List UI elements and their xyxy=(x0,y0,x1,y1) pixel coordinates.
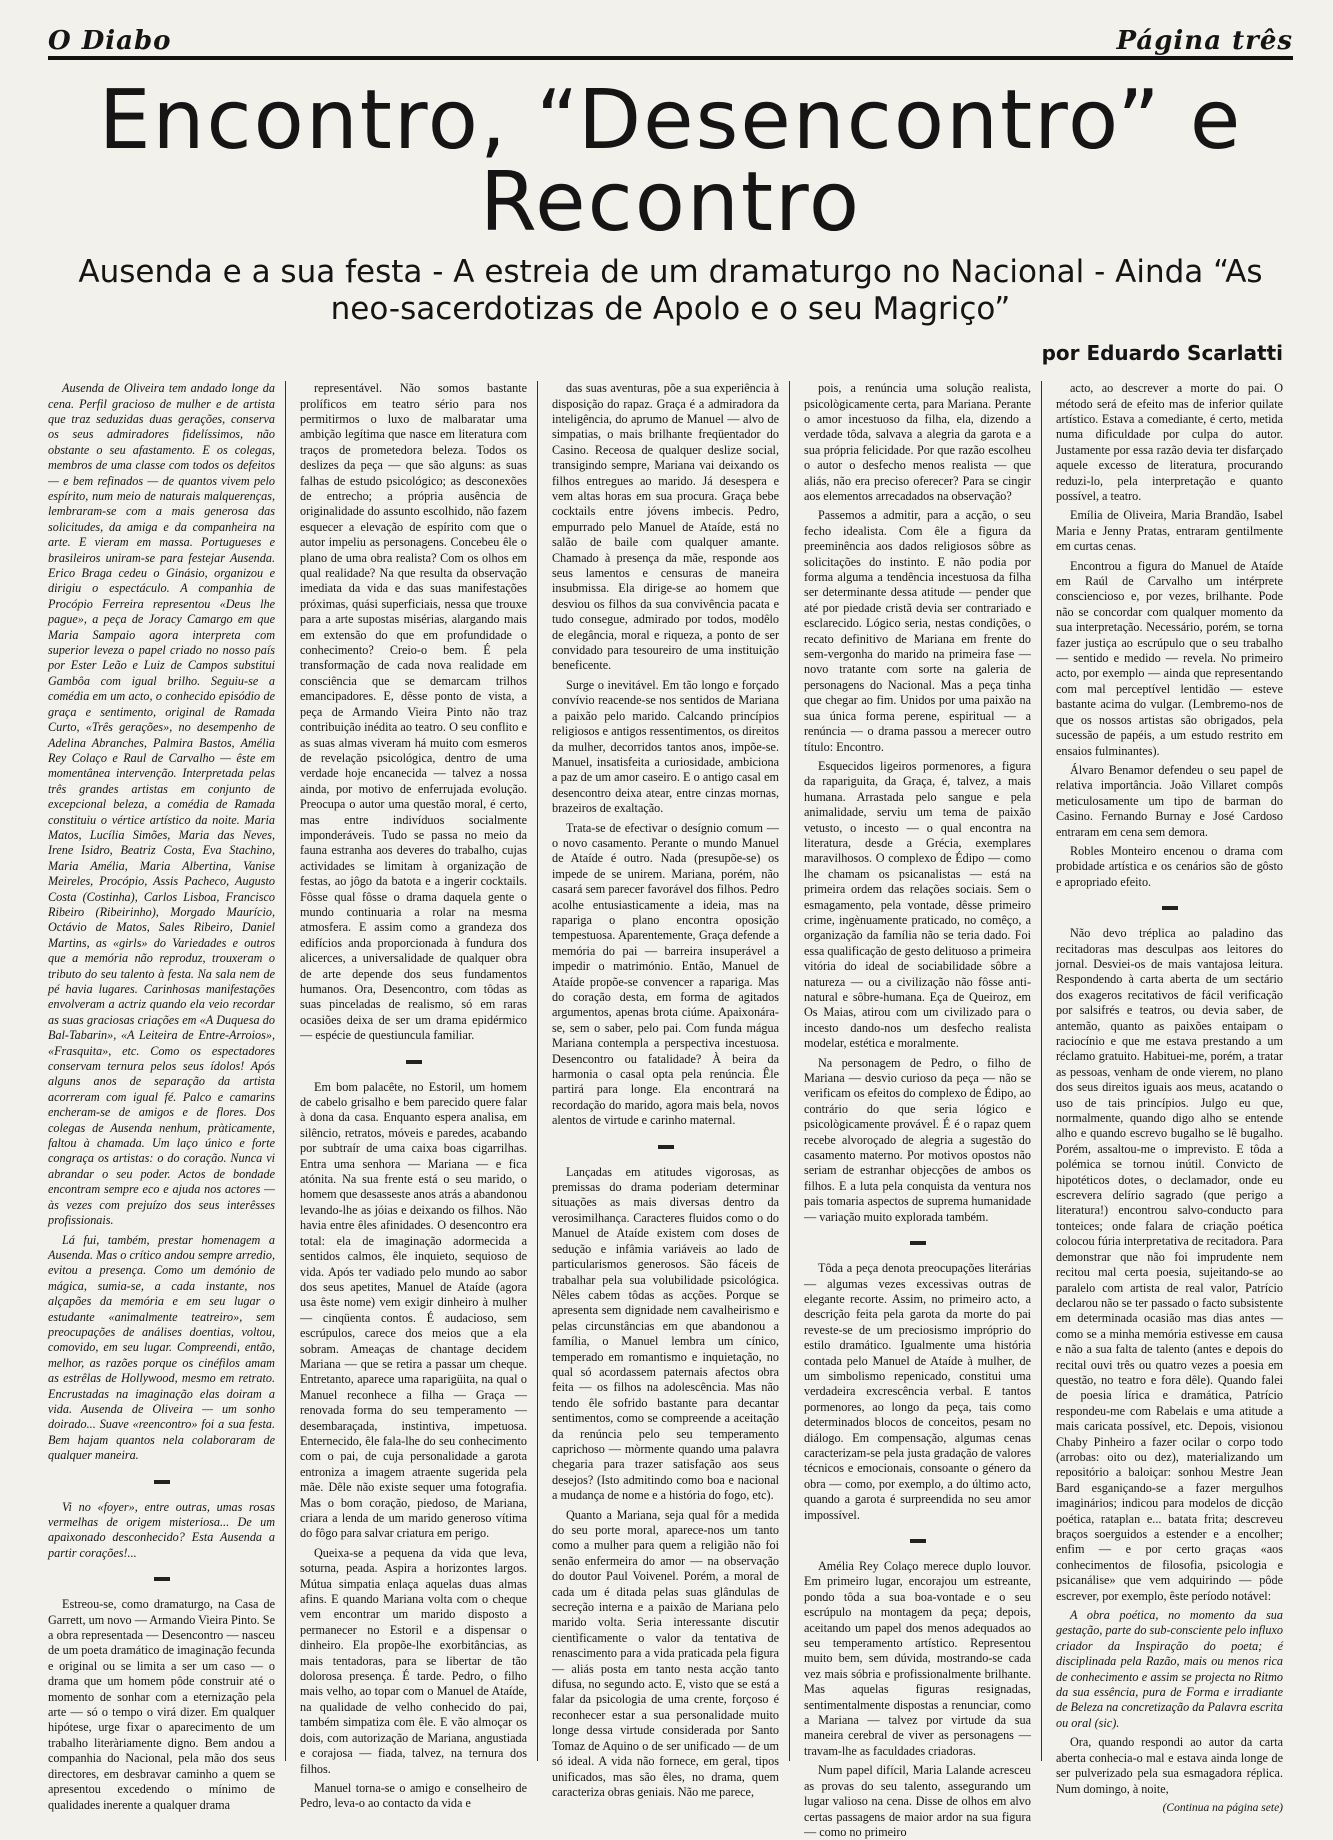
continuation-note: (Continua na página sete) xyxy=(1162,1801,1283,1814)
paragraph: Surge o inevitável. Em tão longo e forçado convívio reacende-se nos sentidos de Mariana a paixão pelo marido. Calcando princípios religiosos e antigos ressentimentos, os direitos da mulher, decorridos tantos anos, impõe-se. Manuel, insatisfeita a curiosidade, ambiciona a paz de um amor caseiro. E o antigo casal em desencontro deixa atear, entre cinzas mornas, brazeiros de exaltação. xyxy=(552,677,779,816)
section-separator xyxy=(154,1480,170,1484)
paragraph: Emília de Oliveira, Maria Brandão, Isabel Maria e Jenny Pratas, entraram gentilmente em curtas cenas. xyxy=(1056,508,1283,554)
subheadline: Ausenda e a sua festa - A estreia de um dramaturgo no Nacional - Ainda “As neo-sacerdotizas de Apolo e o seu Magriço” xyxy=(78,254,1263,327)
quoted-paragraph: A obra poética, no momento da sua gestação, parte do sub-consciente pelo influxo criador da Inspiração do poeta; é disciplinada pela Razão, mais ou menos rica de conhecimento e assim se projecta no Ritmo da sua essência, pura de Forma e irradiante de Beleza na concretização da Palavra escrita ou oral (sic). xyxy=(1056,1608,1283,1730)
column-4 xyxy=(804,381,1042,1839)
paragraph: Estreou-se, como dramaturgo, na Casa de Garrett, um novo — Armando Vieira Pinto. Se a obra representada — Desencontro — nasceu de um poeta dramático de imaginação fecunda e original ou se limita a ser um caso — o drama que um homem pôde construir até o momento de sonhar com a eternização pela arte — só o tempo o virá dizer. Em qualquer hipótese, urge fixar o aparecimento de um trabalho literàriamente digno. Bem andou a companhia do Nacional, pela mão dos seus directores, em desbravar caminho a quem se apresentou excedendo o mínimo de qualidades inerente a qualquer drama xyxy=(48,1597,275,1812)
running-header xyxy=(48,12,1293,60)
paragraph: Ausenda de Oliveira tem andado longe da cena. Perfil gracioso de mulher e de artista que traz seduzidas duas gerações, conserva os seus admiradores fidelíssimos, não obstante o seu afastamento. E os colegas, membros de uma classe com todos os defeitos — e bem refinados — de quantos vivem pelo espírito, num meio de naturais malquerenças, lembraram-se com a mais generosa das solicitudes, da amiga e da companheira na arte. E vieram em massa. Portugueses e brasileiros uniram-se para festejar Ausenda. Erico Braga cedeu o Ginásio, organizou e dirigiu o espectáculo. A companhia de Procópio Ferreira representou «Deus lhe pague», a peça de Joracy Camargo em que Maria Sampaio agora interpreta com superior leveza o papel criado no nosso país por Ester Leão e Luiz de Campos substitui Gambôa com igual brilho. Seguiu-se a comédia em um acto, o conhecido episódio de graça e sentimento, original de Ramada Curto, «Três gerações», no desempenho de Adelina Abranches, Palmira Bastos, Amélia Rey Colaço e Raul de Carvalho — êste em momentânea intervenção. Interpretada pelas três grandes artistas em conjunto de excepcional beleza, a comédia de Ramada constituiu o vértice artístico da noite. Maria Matos, Lucília Simões, Maria das Neves, Irene Isidro, Beatriz Costa, Eva Stachino, Maria Amélia, Maria Albertina, Vanise Meireles, Procópio, Assis Pacheco, Augusto Costa (Costinha), Carlos Lisboa, Francisco Ribeiro (Ribeirinho), Morgado Maurício, Octávio de Matos, Sales Ribeiro, Daniel Martins, as «girls» do Variedades e outros que a memória não reproduz, trouxeram o tributo do seu talento à festa. Na sala nem de pé havia lugares. Carinhosas manifestações envolveram a actriz quando ela veio recordar as suas graciosas criações em «A Duquesa do Bal-Tabarin», «A Leiteira de Entre-Arroios», «Frasquita», etc. Como os espectadores conservam ternura pelos seus ídolos! Após alguns anos de separação da artista acorreram com igual fé. Palco e camarins encheram-se de amigos e de flores. Dos colegas de Ausenda nenhum, pràticamente, faltou à chamada. Um laço único e forte congraça os artistas: o do coração. Nunca vi abrandar o seu poder. Actos de bondade encontram sempre eco e ajuda nos actores — às vezes com prejuízo dos seus interêsses profissionais. xyxy=(48,381,275,1228)
section-separator xyxy=(1162,906,1178,910)
paragraph: Álvaro Benamor defendeu o seu papel de relativa importância. João Villaret compôs meticulosamente um tipo de barman do Casino. Fernando Burnay e José Cardoso entraram em cena sem demora. xyxy=(1056,762,1283,839)
paragraph: Lá fui, também, prestar homenagem a Ausenda. Mas o crítico andou sempre arredio, evitou a presença. Como um demónio de mágica, sumia-se, a cada instante, nos alçapões da memória e em seu lugar o estudante «animalmente teatreiro», sem preocupações de análises doentias, voltou, comovido, em seu lugar. Compreendi, então, melhor, as razões porque os cinéfilos amam as estrêlas de Hollywood, mesmo em retrato. Encrustadas na imaginação elas doiram a vida. Ausenda de Oliveira — um sonho doirado... Suave «reencontro» foi a sua festa. Bem hajam quantos nela colaboraram de qualquer maneira. xyxy=(48,1232,275,1463)
article-columns xyxy=(48,381,1293,1839)
paragraph: Vi no «foyer», entre outras, umas rosas vermelhas de origem misteriosa... De um apaixonado desconhecido? Esta Ausenda a partir corações!... xyxy=(48,1499,275,1560)
column-3 xyxy=(552,381,790,1799)
paragraph: das suas aventuras, põe a sua experiência à disposição do rapaz. Graça é a admiradora da inteligência, do aprumo de Manuel — alvo de simpatias, o mais brilhante freqüentador do Casino. Receosa de qualquer deslize social, transigindo sempre, Mariana vai deixando os filhos entregues ao marido. Já desespera e vem altas horas em sua procura. Graça bebe cocktails entre jóvens imbecis. Pedro, empurrado pelo Manuel de Ataíde, está no salão de baile com qualquer amante. Chamado à presença da mãe, responde aos seus lamentos e censuras de maneira insubmissa. Ela dirige-se ao homem que desviou os filhos da sua convivência pacata e tudo consegue, admirado por todos, modêlo de elegância, moral e riqueza, a ponto de ser convidado para tesoureiro de uma instituição beneficente. xyxy=(552,381,779,673)
headline: Encontro, “Desencontro” e Recontro xyxy=(98,73,1243,250)
column-2 xyxy=(300,381,538,1811)
paragraph: Lançadas em atitudes vigorosas, as premissas do drama poderiam determinar situações as mais diversas dentro da verosimilhança. Caracteres fluidos como o do Manuel de Ataíde existem com doses de sedução e infâmia variáveis ao lado de particularismos generosos. São fáceis de trabalhar pela sua volubilidade psicológica. Nêles cabem tôdas as acções. Porque se apresenta sem dignidade nem cavalheirismo e pelas circunstâncias em que abandonou a família, o Manuel lembra um cínico, temperado em romantismo e inquietação, no qual só acordassem paternais afectos obra feita — os filhos na adolescência. Mas não tendo êle sofrido bastante para decantar sentimentos, como se compreende a aceitação da renúncia pelo seu temperamento caprichoso — mòrmente quando uma palavra chegaria para trazer satisfação aos seus desejos? (Isto admitindo como boa e nacional a mudança de nome e a história do fogo, etc). xyxy=(552,1164,779,1503)
section-separator xyxy=(154,1577,170,1581)
section-separator xyxy=(406,1060,422,1064)
column-1 xyxy=(48,381,286,1812)
paragraph: acto, ao descrever a morte do pai. O método será de efeito mas de inferior quilate artístico. Estava a comediante, é certo, metida numa dificuldade por culpa do autor. Justamente por essa razão devia ter disfarçado aquele excesso de literatura, procurando reduzi-lo, pela interpretação e quanto possível, a teatro. xyxy=(1056,381,1283,503)
paragraph: Tôda a peça denota preocupações literárias — algumas vezes excessivas outras de elegante recorte. Assim, no primeiro acto, a descrição feita pela garota da morte do pai reveste-se de um preciosismo impróprio do estilo dramático. Igualmente uma história contada pelo Manuel de Ataíde à mulher, de um simbolismo repenicado, constitui uma verdadeira excrescência verbal. E tantos pormenores, ao longo da peça, tais como determinados blocos de conceitos, pesam no diálogo. Em compensação, algumas cenas caracterizam-se pela justa gradação de valores técnicos e emocionais, consoante o género da obra — como, por exemplo, a do último acto, quando a garota é surpreendida no seu amor impossível. xyxy=(804,1261,1031,1522)
paragraph: Robles Monteiro encenou o drama com probidade artística e os cenários são de gôsto e apropriado efeito. xyxy=(1056,843,1283,889)
paragraph: Encontrou a figura do Manuel de Ataíde em Raúl de Carvalho um intérprete consciencioso e, por vezes, brilhante. Pode não se concordar com qualquer momento da sua interpretação. Necessário, porém, se torna fazer justiça ao escrúpulo que o seu trabalho — sentido e medido — revela. No primeiro acto, por exemplo — ainda que representando com mal perceptível lentidão — esteve bastante acima do vulgar. (Lembremo-nos de que os nossos artistas são obrigados, pela sucessão de papéis, a um estudo restrito em ensaios fulminantes). xyxy=(1056,558,1283,758)
paragraph: representável. Não somos bastante prolíficos em teatro sério para nos permitirmos o luxo de malbaratar uma ambição legítima que nasce em literatura com traços de prometedora beleza. Todos os deslizes da peça — que são alguns: as suas falhas de estudo psicológico; as desconexões de entrecho; a própria ausência de originalidade do assunto escolhido, não fazem esquecer a elevação de espírito com que o autor impeliu as personagens. Concebeu êle o plano de uma obra realista? Com os olhos em qual realidade? Na que resulta da observação imediata da vida e das suas manifestações próximas, quási superficiais, nessa que trouxe para a arte supostas misérias, alargando mais em extensão do que em profundidade o conhecimento? Creio-o bem. É pela transformação de cada nova realidade em consciência que se demarcam trilhos emancipadores. E, dêsse ponto de vista, a peça de Armando Vieira Pinto não traz contribuição inédita ao teatro. O seu conflito e as suas almas viveram há muito com esmeros de revelação psicológica, dentro de uma verdade hoje encanecida — talvez a nossa ainda, por motivo de enferrujada evolução. Preocupa o autor uma questão moral, é certo, mas entre indivíduos socialmente imponderáveis. Tudo se passa no meio da fauna estranha aos deveres do trabalho, cujas actividades se limitam à organização de festas, ao jôgo da batota e a ingerir cocktails. Fôsse qual fôsse o drama daquela gente o mundo continuaria a rolar na mesma atmosfera. E assim como a grandeza dos edifícios anda proporcionada à fundura dos alicerces, a universalidade de qualquer obra de arte depende dos seus fundamentos humanos. Ora, Desencontro, com tôdas as suas pinceladas de realismo, só em raras ocasiões deixa de ser um drama epidérmico — espécie de questiuncula familiar. xyxy=(300,381,527,1043)
paragraph: Trata-se de efectivar o desígnio comum — o novo casamento. Perante o mundo Manuel de Ataíde é outro. Nada (presupõe-se) os impede de se unirem. Mariana, porém, não casará sem parecer favorável dos filhos. Pedro acolhe entusiasticamente a ideia, mas na rapariga o plano encontra oposição tempestuosa. Aparentemente, Graça defende a memória do pai — barreira insuperável a impedir o matrimónio. Então, Manuel de Ataíde propõe-se convencer a rapariga. Mas do coração desta, em forma de agitados argumentos, apenas brota ciúme. Apaixonára-se, sem o saber, pelo pai. Com funda mágua Mariana contempla a perspectiva incestuosa. Desencontro ou fatalidade? À beira da harmonia o casal opta pela renúncia. Êle partirá para longe. Ela encontrará na recordação do marido, agora mais bela, novos alentos de virtude e carinho maternal. xyxy=(552,820,779,1128)
paragraph: Ora, quando respondi ao autor da carta aberta conhecia-o mal e estava ainda longe de ser pulverizado pela sua esmagadora réplica. Num domingo, à noite, xyxy=(1056,1735,1283,1796)
paragraph: Quanto a Mariana, seja qual fôr a medida do seu porte moral, aparece-nos um tanto como a mulher para quem a religião não foi senão enfermeira do amor — na observação do doutor Paul Voivenel. Porém, a moral de cada um é ditada pelas suas glândulas de secreção interna e a paixão de Mariana pelo marido volta. Seria interessante discutir cientìficamente o valor da tentativa de renascimento para a vida praticada pela figura — aliás posta em tanto nesta acção tanto difusa, no segundo acto. E, visto que se está a falar da psicologia de uma crente, forçoso é reconhecer estar a sua personalidade muito longe dessa virtude considerada por Santo Tomaz de Aquino o de ser unificado — de um só ideal. A vida não fornece, em geral, tipos unificados, mas são êles, no drama, quem caracteriza obras geniais. Não me parece, xyxy=(552,1507,779,1799)
column-5 xyxy=(1056,381,1293,1814)
byline: por Eduardo Scarlatti xyxy=(1041,341,1283,366)
paragraph: Em bom palacête, no Estoril, um homem de cabelo grisalho e bem parecido quere falar à dona da casa. Enquanto espera analisa, em silêncio, retratos, móveis e paredes, acabando por subtraír de uma caixa boas cigarrilhas. Entra uma senhora — Mariana — e fica atónita. Na sua frente está o seu marido, o homem que desasseste anos atrás a abandonou levando-lhe as jóias e deixando os filhos. Não havia entre êles afinidades. O desencontro era total: ela de imaginação adormecida a sentidos calmos, êle inquieto, sequioso de vida. Após ter vadiado pelo mundo ao sabor dos seus apetites, Manuel de Ataíde (agora usa êste nome) vem exigir dinheiro à mulher — cinqüenta contos. É audacioso, sem escrúpulos, carece dos meios que a ela sobram. Ameaças de chantage decidem Mariana — que se retira a passar um cheque. Entretanto, aparece uma raparigüita, na qual o Manuel reconhece a filha — Graça — renovada forma do seu temperamento — desembaraçada, instintiva, impetuosa. Enternecido, êle fala-lhe do seu conhecimento com o pai, de cuja personalidade a garota entroniza a imagem atraente sugerida pela mãe. Dêle não existe sequer uma fotografia. Mas o bom coração, piedoso, de Mariana, criara a lenda de um marido generoso vítima do fôgo para salvar criatura em perigo. xyxy=(300,1079,527,1541)
section-separator xyxy=(658,1145,674,1149)
paragraph: Passemos a admitir, para a acção, o seu fecho idealista. Com êle a figura da preeminência aos dados religiosos sôbre as solicitações do instinto. E não podia por forma alguma a tendência incestuosa da filha ser determinante dessa atitude — pender que até por piedade cristã devia ser contrariado e esclarecido. Lógico seria, nestas condições, o recato definitivo de Mariana em frente do sem-vergonha do marido na primeira fase — novo tratante com sorte na galeria de personagens do Nacional. Mas a peça tinha que chegar ao fim. Unidos por uma paixão na sua única forma perene, espiritual — a renúncia — o drama passou a merecer outro título: Encontro. xyxy=(804,508,1031,754)
paragraph: Não devo tréplica ao paladino das recitadoras mas desculpas aos leitores do jornal. Desviei-os de mais vantajosa leitura. Respondendo à carta aberta de um sectário dos exageros recitativos de fácil verificação por salsifrés e teatros, ou devia saber, de antemão, quanto as paixões entaipam o raciocínio e que me estava prestando a um réclamo gratuito. Habituei-me, porém, a tratar as pessoas, venham de onde vierem, no plano dos seus direitos iguais aos meus, acatando o uso de tais princípios. Julgo eu que, normalmente, quando digo alho se entende alho e quando escrevo bugalho se lê bugalho. Porém, assaltou-me o imprevisto. E tôda a polémica se tornou inútil. Convicto de hipotéticos dotes, o declamador, onde eu escrevera delírio sagrado (que perigo a literatura!) encontrou salvo-conducto para tonteices; onde falara de criação poética colocou fúria interpretativa de recitadora. Para demonstrar que não foi imprudente nem recitou mal certa poesia, sujeitando-se ao paralelo com artista de real valor, Patrício declarou não se ter passado o facto subsistente em determinada ocasião mas dias antes — como se a minha memória estivesse em causa e não a sua falta de talento (antes e depois do recital ouvi três ou quatro vezes a poesia em questão, no teatro e fora dêle). Quando falei de poesia lírica e dramática, Patrício respondeu-me com Rabelais e uma atitude a mais caricata possível, etc. Depois, visionou Chaby Pinheiro a fazer ocilar o corpo todo (arrobas: oito ou dez), materializando um repositório a baloiçar: sonhou Mestre Jean Bard esganiçando-se a fazer mergulhos imaginários; indicou para modelos de dicção poética, rataplan e... batata frita; descreveu braços soerguidos a estender e a encolher; enfim — e por certo graças «aos conhecimentos de filosofia, psicologia e psicanálise» que vem adquirindo — pôde escrever, por exemplo, êste período notável: xyxy=(1056,926,1283,1603)
section-separator xyxy=(910,1539,926,1543)
section-separator xyxy=(910,1241,926,1245)
paragraph: Na personagem de Pedro, o filho de Mariana — desvio curioso da peça — não se verificam os efeitos do complexo de Édipo, ao contrário do que seria lógico e psicològicamente provável. É é o rapaz quem recebe alvoroçado de alegria a sugestão do casamento materno. Por motivos opostos não seriam de estranhar objecções de ambos os filhos. E a luta pela conquista da ventura nos pais tomaria aspectos de suprema humanidade — variação muito explorada também. xyxy=(804,1055,1031,1224)
paragraph: Manuel torna-se o amigo e conselheiro de Pedro, leva-o ao contacto da vida e xyxy=(300,1780,527,1811)
paragraph: Esquecidos ligeiros pormenores, a figura da rapariguita, da Graça, é, talvez, a mais humana. Arrastada pelo sangue e pela animalidade, serviu um tema de paixão vetusto, o incesto — o qual encontra na literatura, desde a Grécia, exemplares maravilhosos. O complexo de Édipo — como lhe chamam os psicanalistas — está na primeira ordem das relações sociais. Sem o esmagamento, pela vontade, dêsse primeiro crime, ingènuamente praticado, no comêço, a organização da família não se teria dado. Foi essa qualificação de gesto delituoso a primeira vitória do ideal de sociabilidade sôbre a natureza — ou a civilização não fôsse anti-natural e sôbre-humana. Eça de Queiroz, em Os Maias, atirou com um civilizado para o incesto dando-nos um desfecho realista modelar, estética e moralmente. xyxy=(804,758,1031,1051)
page-label: Página três xyxy=(1116,26,1293,56)
paragraph: Num papel difícil, Maria Lalande acresceu as provas do seu talento, assegurando um lugar valioso na cena. Disse de olhos em alvo certas passagens de maior ardor na sua figura — como no primeiro xyxy=(804,1763,1031,1839)
masthead-left: O Diabo xyxy=(48,26,172,56)
paragraph: pois, a renúncia uma solução realista, psicològicamente certa, para Mariana. Perante o amor incestuoso da filha, ela, dizendo a verdade tôda, salvava a alegria da garota e a sua própria felicidade. Por que razão escolheu o autor o desfecho menos realista — que aliás, não era preciso oferecer? Para se cingir aos elementos arrecadados na observação? xyxy=(804,381,1031,503)
paragraph: Amélia Rey Colaço merece duplo louvor. Em primeiro lugar, encorajou um estreante, pondo tôda a sua boa-vontade e o seu escrúpulo na montagem da peça; depois, aceitando um papel dos menos adequados ao seu temperamento artístico. Representou muito bem, sem dúvida, mostrando-se cada vez mais sóbria e profissionalmente brilhante. Mas aquelas figuras resignadas, sentimentalmente dispostas a renunciar, como a Mariana — talvez por virtude da sua maneira cerebral de viver as personagens — travam-lhe as faculdades criadoras. xyxy=(804,1559,1031,1758)
paragraph: Queixa-se a pequena da vida que leva, soturna, peada. Aspira a horizontes largos. Mútua simpatia enlaça aquelas duas almas afins. E quando Mariana volta com o cheque vem encontrar um marido disposto a permanecer no Estoril e a dispensar o dinheiro. Ela propõe-lhe exorbitâncias, as mais tentadoras, para se libertar de tão dolorosa presença. É tarde. Pedro, o filho mais velho, ao topar com o Manuel de Ataíde, na qualidade de velho conhecido do pai, também simpatiza com êle. E vão almoçar os dois, com autorização de Mariana, angustiada e corajosa — fiada, talvez, na ternura dos filhos. xyxy=(300,1545,527,1776)
